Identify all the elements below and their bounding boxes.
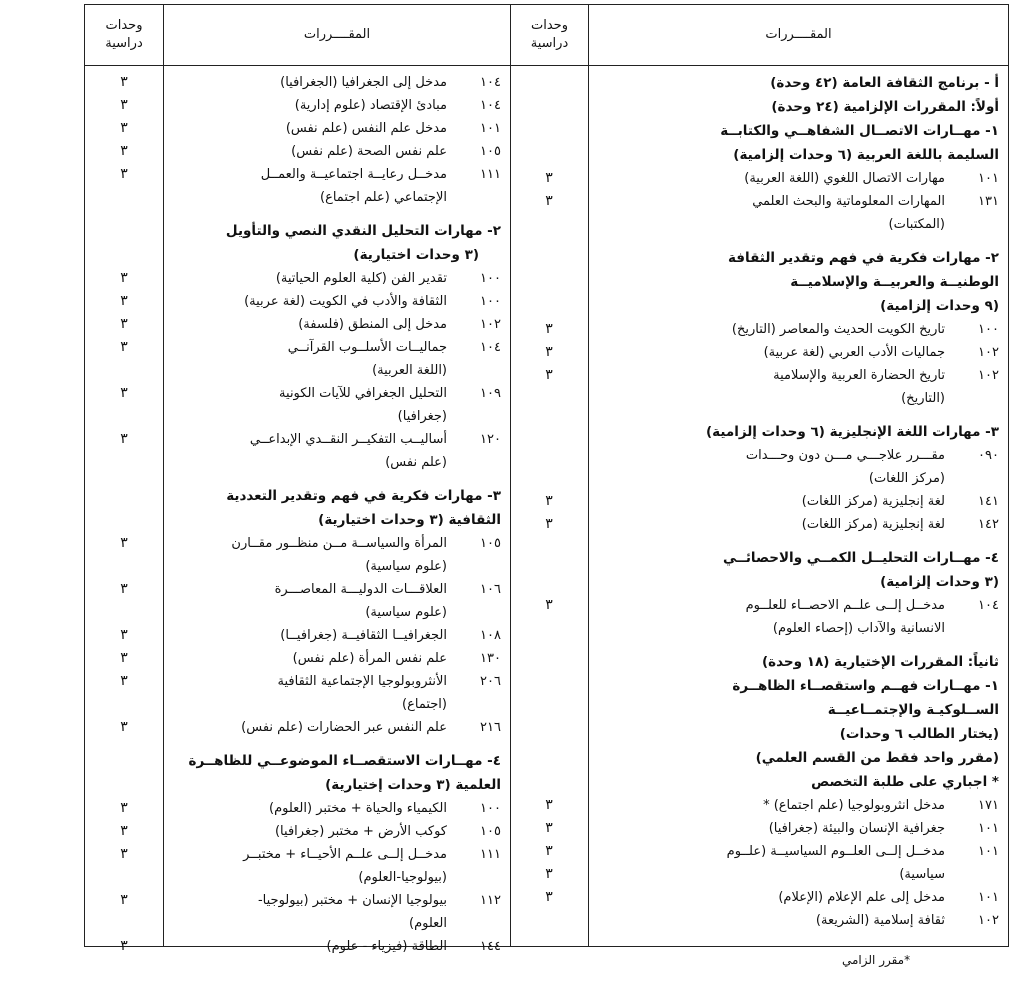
course-units: ٣ — [545, 367, 553, 383]
course-row — [595, 318, 999, 341]
course-row — [595, 594, 999, 617]
course-code: ١٤١ — [978, 494, 999, 509]
section-heading: (٩ وحدات إلزامية) — [880, 298, 999, 314]
course-units: ٣ — [120, 74, 128, 90]
right-courses-column — [595, 71, 999, 932]
course-title: (بيولوجيا-العلوم) — [358, 870, 447, 885]
course-title: (علوم سياسية) — [365, 559, 447, 574]
course-row — [595, 840, 999, 863]
divider-center — [510, 5, 511, 946]
course-row — [595, 364, 999, 387]
course-title: مدخــل إلــى العلــوم السياسيــة (علــوم — [726, 844, 945, 859]
section-heading: الثقافية (٣ وحدات اختيارية) — [318, 512, 501, 528]
course-row — [169, 313, 501, 336]
course-units: ٣ — [545, 597, 553, 613]
course-title: العلوم) — [409, 916, 447, 931]
course-code: ١٠١ — [978, 844, 999, 859]
course-code: ١٠٠ — [480, 271, 501, 286]
course-row — [169, 647, 501, 670]
section-gap — [595, 410, 999, 420]
course-row-continuation — [169, 451, 501, 474]
section-heading: ١- مهــارات الاتصــال الشفاهــي والكتابــة — [720, 123, 999, 139]
course-code: ٢٠٦ — [480, 674, 501, 689]
course-title: مدخل إلى المنطق (فلسفة) — [298, 317, 447, 332]
course-title: بيولوجيا الإنسان + مختبر (بيولوجيا- — [257, 893, 447, 908]
course-units: ٣ — [545, 797, 553, 813]
course-title: علم النفس عبر الحضارات (علم نفس) — [241, 720, 447, 735]
course-title: الطاقة (فيزياء - علوم) — [326, 939, 447, 954]
course-code: ١٠١ — [978, 821, 999, 836]
course-units: ٣ — [120, 846, 128, 862]
course-title: علم نفس المرأة (علم نفس) — [292, 651, 447, 666]
course-units: ٣ — [120, 823, 128, 839]
course-title: (اللغة العربية) — [372, 363, 447, 378]
course-row — [169, 820, 501, 843]
course-code: ١٢٠ — [480, 432, 501, 447]
course-units: ٣ — [120, 431, 128, 447]
course-code: ١٠١ — [480, 121, 501, 136]
section-heading: الوطنيــة والعربيــة والإسلاميــة — [790, 274, 999, 290]
course-row — [169, 140, 501, 163]
course-row — [169, 267, 501, 290]
section-heading: (٣ وحدات إلزامية) — [880, 574, 999, 590]
course-units: ٣ — [120, 673, 128, 689]
course-title: الثقافة والأدب في الكويت (لغة عربية) — [244, 294, 447, 309]
course-row — [169, 290, 501, 313]
course-units: ٣ — [120, 316, 128, 332]
course-title: (جغرافيا) — [397, 409, 447, 424]
course-row — [595, 513, 999, 536]
course-code: ٠٩٠ — [978, 448, 999, 463]
course-units: ٣ — [545, 170, 553, 186]
section-gap — [169, 739, 501, 749]
course-code: ١١١ — [480, 847, 501, 862]
course-row-continuation — [169, 912, 501, 935]
course-units: ٣ — [120, 800, 128, 816]
section-heading: (مقرر واحد فقط من القسم العلمي) — [755, 750, 999, 766]
course-units: ٣ — [120, 293, 128, 309]
course-code: ١٠٨ — [480, 628, 501, 643]
section-gap — [595, 236, 999, 246]
course-units: ٣ — [120, 938, 128, 954]
course-code: ١٠٢ — [480, 317, 501, 332]
course-units: ٣ — [120, 650, 128, 666]
course-title: أساليــب التفكيــر النقــدي الإبداعــي — [249, 432, 447, 447]
course-row — [169, 532, 501, 555]
course-title: جماليــات الأسلــوب القرآنــي — [287, 340, 447, 355]
course-units: ٣ — [545, 820, 553, 836]
course-units: ٣ — [545, 193, 553, 209]
course-row — [595, 794, 999, 817]
section-heading: * اجباري على طلبة التخصص — [811, 774, 999, 790]
header-units-left: وحدات دراسية — [105, 18, 143, 51]
section-heading: ثانياً: المقررات الإختيارية (١٨ وحدة) — [761, 654, 999, 670]
course-title: مدخل إلى الجغرافيا (الجغرافيا) — [280, 75, 447, 90]
course-title: كوكب الأرض + مختبر (جغرافيا) — [274, 824, 447, 839]
course-code: ١٣٠ — [480, 651, 501, 666]
course-title: المرأة والسياســة مــن منظــور مقــارن — [231, 536, 447, 551]
section-heading: ٤- مهــارات الاستقصــاء الموضوعــي للظاهــرة — [188, 753, 501, 769]
course-row — [595, 167, 999, 190]
course-code: ١٠١ — [978, 890, 999, 905]
course-row-continuation — [595, 467, 999, 490]
course-row — [595, 444, 999, 467]
course-title: مدخــل إلــى علــم الاحصــاء للعلــوم — [745, 598, 945, 613]
course-row — [595, 817, 999, 840]
course-units: ٣ — [120, 166, 128, 182]
course-code: ١٠٥ — [480, 144, 501, 159]
course-row — [169, 935, 501, 958]
course-code: ١٤٤ — [480, 939, 501, 954]
course-row-continuation — [169, 405, 501, 428]
course-title: مدخــل إلــى علــم الأحيــاء + مختبــر — [243, 847, 447, 862]
course-title: (المكتبات) — [888, 217, 945, 232]
course-code: ١٧١ — [978, 798, 999, 813]
course-code: ١١١ — [480, 167, 501, 182]
course-row — [595, 341, 999, 364]
course-row — [169, 843, 501, 866]
course-title: (اجتماع) — [402, 697, 447, 712]
course-code: ١٠١ — [978, 171, 999, 186]
course-title: (مركز اللغات) — [868, 471, 945, 486]
course-code: ١٠٠ — [480, 294, 501, 309]
course-title: مهارات الاتصال اللغوي (اللغة العربية) — [744, 171, 945, 186]
course-row — [169, 624, 501, 647]
course-code: ١٠٠ — [978, 322, 999, 337]
section-gap — [595, 536, 999, 546]
course-title: مقـــرر علاجـــي مـــن دون وحـــدات — [745, 448, 945, 463]
section-gap — [169, 209, 501, 219]
course-row-continuation — [169, 186, 501, 209]
course-title: الكيمياء والحياة + مختبر (العلوم) — [269, 801, 447, 816]
section-gap — [595, 640, 999, 650]
divider-left-units — [163, 5, 164, 946]
course-units: ٣ — [545, 344, 553, 360]
course-title: (علم نفس) — [385, 455, 447, 470]
course-title: لغة إنجليزية (مركز اللغات) — [801, 494, 945, 509]
course-row — [169, 670, 501, 693]
course-title: (علوم سياسية) — [365, 605, 447, 620]
course-code: ١٠٢ — [978, 913, 999, 928]
course-units: ٣ — [120, 892, 128, 908]
course-row-continuation — [169, 601, 501, 624]
section-heading: ٤- مهــارات التحليــل الكمــي والاحصائــي — [722, 550, 999, 566]
course-units: ٣ — [120, 581, 128, 597]
course-code: ١٠٥ — [480, 824, 501, 839]
course-code: ١٤٢ — [978, 517, 999, 532]
course-units: ٣ — [545, 493, 553, 509]
section-heading: ٣- مهارات اللغة الإنجليزية (٦ وحدات إلزامية) — [705, 424, 999, 440]
course-row-continuation — [595, 617, 999, 640]
footnote: *مقرر الزامي — [842, 953, 911, 967]
course-row-continuation — [169, 359, 501, 382]
course-title: مدخــل رعايــة اجتماعيــة والعمــل — [260, 167, 447, 182]
header-courses-left: المقــــررات — [303, 27, 371, 42]
header-courses-right: المقــــررات — [765, 27, 832, 42]
course-code: ١٠٢ — [978, 368, 999, 383]
course-code: ١٠٤ — [978, 598, 999, 613]
course-units: ٣ — [120, 627, 128, 643]
section-heading: ٣- مهارات فكرية في فهم وتقدير التعددية — [226, 488, 501, 504]
course-code: ١٠٤ — [480, 75, 501, 90]
course-code: ١٠٤ — [480, 340, 501, 355]
course-row — [169, 336, 501, 359]
course-units: ٣ — [120, 339, 128, 355]
course-title: الإجتماعي (علم اجتماع) — [320, 190, 447, 205]
course-row — [169, 889, 501, 912]
course-row-continuation — [595, 387, 999, 410]
section-heading: السليمة باللغة العربية (٦ وحدات إلزامية) — [733, 147, 999, 163]
course-title: (التاريخ) — [901, 391, 945, 406]
course-row — [169, 94, 501, 117]
course-row — [169, 117, 501, 140]
course-row — [169, 382, 501, 405]
course-title: علم نفس الصحة (علم نفس) — [291, 144, 447, 159]
section-heading: ١- مهــارات فهــم واستقصــاء الظاهــرة — [732, 678, 999, 694]
course-title: لغة إنجليزية (مركز اللغات) — [801, 517, 945, 532]
course-title: جماليات الأدب العربي (لغة عربية) — [763, 345, 945, 360]
course-title: جغرافية الإنسان والبيئة (جغرافيا) — [768, 821, 945, 836]
course-row — [169, 797, 501, 820]
course-units: ٣ — [120, 719, 128, 735]
course-row-continuation — [595, 213, 999, 236]
course-title: العلاقـــات الدوليـــة المعاصـــرة — [274, 582, 447, 597]
course-row — [169, 71, 501, 94]
course-title: الانسانية والآداب (إحصاء العلوم) — [772, 621, 945, 636]
course-units: ٣ — [545, 843, 553, 859]
course-code: ٢١٦ — [480, 720, 501, 735]
course-code: ١٠٥ — [480, 536, 501, 551]
section-gap — [169, 474, 501, 484]
left-courses-column — [169, 71, 501, 958]
course-title: مدخل انثروبولوجيا (علم اجتماع) * — [763, 798, 945, 813]
course-code: ١٠٦ — [480, 582, 501, 597]
course-units: ٣ — [545, 866, 553, 882]
course-title: التحليل الجغرافي للآيات الكونية — [279, 386, 447, 401]
course-code: ١٠٩ — [480, 386, 501, 401]
course-code: ١٠٢ — [978, 345, 999, 360]
course-row — [169, 163, 501, 186]
course-title: ثقافة إسلامية (الشريعة) — [815, 913, 945, 928]
course-units: ٣ — [120, 143, 128, 159]
header-divider — [85, 65, 1008, 66]
course-title: سياسية) — [899, 867, 945, 882]
course-row — [595, 190, 999, 213]
course-title: مدخل إلى علم الإعلام (الإعلام) — [778, 890, 945, 905]
course-code: ١٣١ — [978, 194, 999, 209]
section-heading: ٢- مهارات فكرية في فهم وتقدير الثقافة — [728, 250, 999, 266]
course-row-continuation — [595, 863, 999, 886]
course-title: تاريخ الكويت الحديث والمعاصر (التاريخ) — [731, 322, 945, 337]
course-units: ٣ — [545, 516, 553, 532]
section-heading: العلمية (٣ وحدات إختيارية) — [325, 777, 501, 793]
course-units: ٣ — [120, 97, 128, 113]
section-heading: أ - برنامج الثقافة العامة (٤٢ وحدة) — [770, 75, 999, 91]
course-code: ١٠٤ — [480, 98, 501, 113]
course-code: ١١٢ — [480, 893, 501, 908]
section-heading: ٢- مهارات التحليل النقدي النصي والتأويل — [225, 223, 501, 239]
course-row-continuation — [169, 693, 501, 716]
course-units: ٣ — [120, 120, 128, 136]
section-heading: (٣ وحدات اختيارية) — [353, 247, 479, 263]
course-code: ١٠٠ — [480, 801, 501, 816]
course-units: ٣ — [120, 270, 128, 286]
course-title: المهارات المعلوماتية والبحث العلمي — [752, 194, 945, 209]
course-row — [169, 428, 501, 451]
course-units: ٣ — [545, 321, 553, 337]
course-units: ٣ — [545, 889, 553, 905]
course-title: مدخل علم النفس (علم نفس) — [285, 121, 447, 136]
course-title: تقدير الفن (كلية العلوم الحياتية) — [275, 271, 447, 286]
course-row — [169, 578, 501, 601]
course-table — [84, 4, 1009, 954]
section-heading: (يختار الطالب ٦ وحدات) — [839, 726, 999, 742]
section-heading: أولاً: المقررات الإلزامية (٢٤ وحدة) — [771, 99, 999, 115]
course-title: مبادئ الإقتصاد (علوم إدارية) — [294, 98, 447, 113]
course-row — [595, 886, 999, 909]
course-row — [169, 716, 501, 739]
course-row — [595, 490, 999, 513]
course-title: تاريخ الحضارة العربية والإسلامية — [773, 368, 945, 383]
divider-right-units — [588, 5, 589, 946]
course-title: الأنثروبولوجيا الإجتماعية الثقافية — [277, 674, 447, 689]
course-units: ٣ — [120, 385, 128, 401]
course-row — [595, 909, 999, 932]
course-row-continuation — [169, 555, 501, 578]
course-units: ٣ — [120, 535, 128, 551]
section-heading: الســلوكيـة والإجتمــاعيــة — [827, 702, 999, 718]
header-units-right: وحدات دراسية — [530, 18, 569, 51]
course-title: الجغرافيــا الثقافيــة (جغرافيــا) — [280, 628, 447, 643]
course-row-continuation — [169, 866, 501, 889]
